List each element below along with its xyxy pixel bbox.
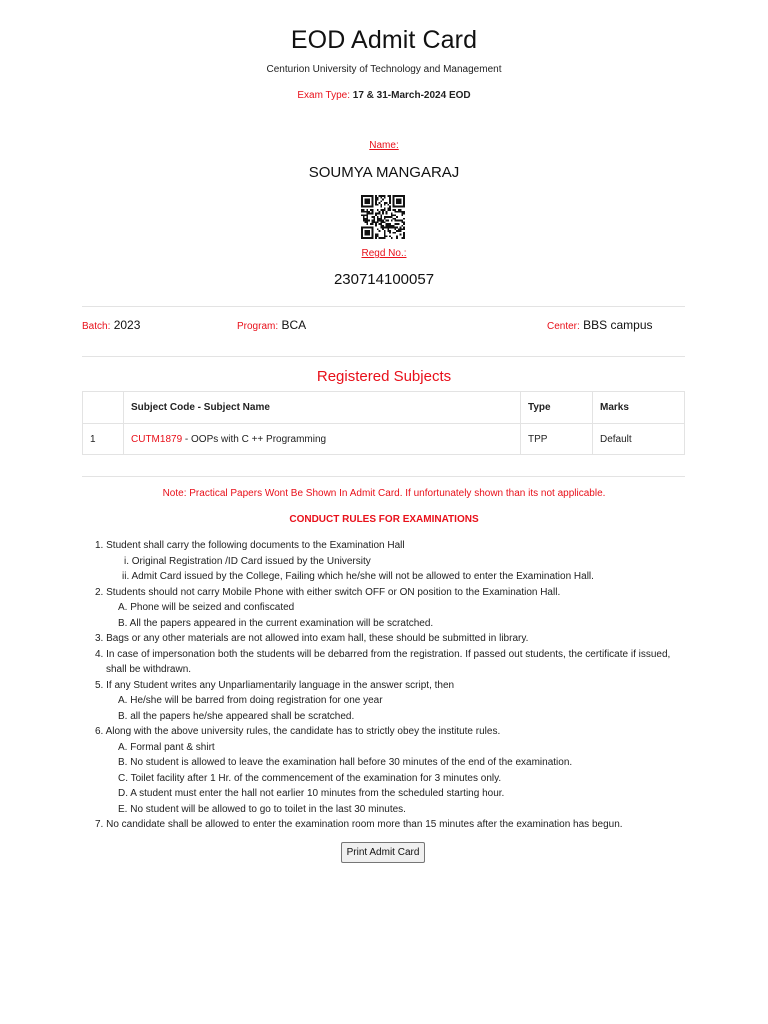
column-header-index xyxy=(83,392,124,424)
center-value: BBS campus xyxy=(583,318,653,332)
row-index: 1 xyxy=(83,424,124,455)
page-title: EOD Admit Card xyxy=(290,26,478,54)
rule-item: 6. Along with the above university rules, the candidate has to strictly obey the institute rules. xyxy=(95,726,501,737)
rule-subitem: ii. Admit Card issued by the College, Failing which he/she will not be allowed to enter the Examination Hall. xyxy=(122,571,594,582)
practical-note: Note: Practical Papers Wont Be Shown In Admit Card. If unfortunately shown than its not applicable. xyxy=(162,488,606,499)
rule-subitem: B. All the papers appeared in the current examination will be scratched. xyxy=(118,617,434,629)
center-label: Center: xyxy=(547,321,580,332)
row-subject xyxy=(124,424,521,455)
program-info xyxy=(237,318,306,332)
table-row xyxy=(83,424,685,455)
batch-info xyxy=(82,318,140,332)
subjects-table xyxy=(82,391,685,455)
registered-subjects-heading: Registered Subjects xyxy=(316,368,452,385)
column-header-type: Type xyxy=(521,392,593,424)
exam-type-label: Exam Type: xyxy=(297,90,350,101)
rule-item: 1. Student shall carry the following documents to the Examination Hall xyxy=(95,540,405,551)
subject-name: - OOPs with C ++ Programming xyxy=(182,433,327,445)
rule-item: 4. In case of impersonation both the students will be debarred from the registration. If passed out students, the certificate if issued, xyxy=(95,648,671,660)
rule-item: 2. Students should not carry Mobile Phone with either switch OFF or ON position to the Examination Hall. xyxy=(95,586,561,598)
rule-continuation: shall be withdrawn. xyxy=(106,664,192,675)
exam-type-value: 17 & 31-March-2024 EOD xyxy=(352,90,471,101)
rule-subitem: E. No student will be allowed to go to toilet in the last 30 minutes. xyxy=(118,803,406,815)
center-info xyxy=(547,318,653,332)
table-header-row xyxy=(83,392,685,424)
divider xyxy=(82,476,685,477)
rule-subitem: C. Toilet facility after 1 Hr. of the commencement of the examination for 3 minutes only. xyxy=(118,772,502,784)
rule-item: 5. If any Student writes any Unparliamentarily language in the answer script, then xyxy=(95,679,455,691)
rule-subitem: A. Phone will be seized and confiscated xyxy=(118,602,295,613)
divider xyxy=(82,306,685,307)
rule-subitem: i. Original Registration /ID Card issued by the University xyxy=(124,555,371,567)
column-header-marks: Marks xyxy=(593,392,685,424)
batch-label: Batch: xyxy=(82,321,111,332)
rule-item: 3. Bags or any other materials are not allowed into exam hall, these should be submitted in library. xyxy=(95,633,529,644)
rule-subitem: D. A student must enter the hall not earlier 10 minutes from the scheduled starting hour. xyxy=(118,788,505,799)
conduct-rules-list xyxy=(95,538,695,833)
subject-code: CUTM1879 xyxy=(131,433,183,445)
regd-number: 230714100057 xyxy=(333,271,435,288)
row-type: TPP xyxy=(521,424,593,455)
rule-item: 7. No candidate shall be allowed to enter the examination room more than 15 minutes after the examination has begun. xyxy=(95,819,623,830)
print-admit-card-button[interactable]: Print Admit Card xyxy=(341,842,425,863)
conduct-rules-heading: CONDUCT RULES FOR EXAMINATIONS xyxy=(289,514,479,525)
program-label: Program: xyxy=(237,321,279,332)
program-value: BCA xyxy=(281,318,307,332)
rule-subitem: A. He/she will be barred from doing registration for one year xyxy=(118,695,383,706)
rule-subitem: A. Formal pant & shirt xyxy=(118,741,215,753)
rule-subitem: B. No student is allowed to leave the examination hall before 30 minutes of the end of the examination. xyxy=(118,757,573,768)
name-label: Name: xyxy=(369,140,399,151)
regd-label: Regd No.: xyxy=(361,248,407,259)
university-name: Centurion University of Technology and Management xyxy=(266,64,502,75)
column-header-subject: Subject Code - Subject Name xyxy=(124,392,521,424)
rule-subitem: B. all the papers he/she appeared shall be scratched. xyxy=(118,710,355,722)
exam-type xyxy=(0,90,768,101)
divider xyxy=(82,356,685,357)
row-marks: Default xyxy=(593,424,685,455)
student-name: SOUMYA MANGARAJ xyxy=(308,164,460,181)
batch-value: 2023 xyxy=(113,318,141,332)
qr-code-icon xyxy=(361,195,405,239)
